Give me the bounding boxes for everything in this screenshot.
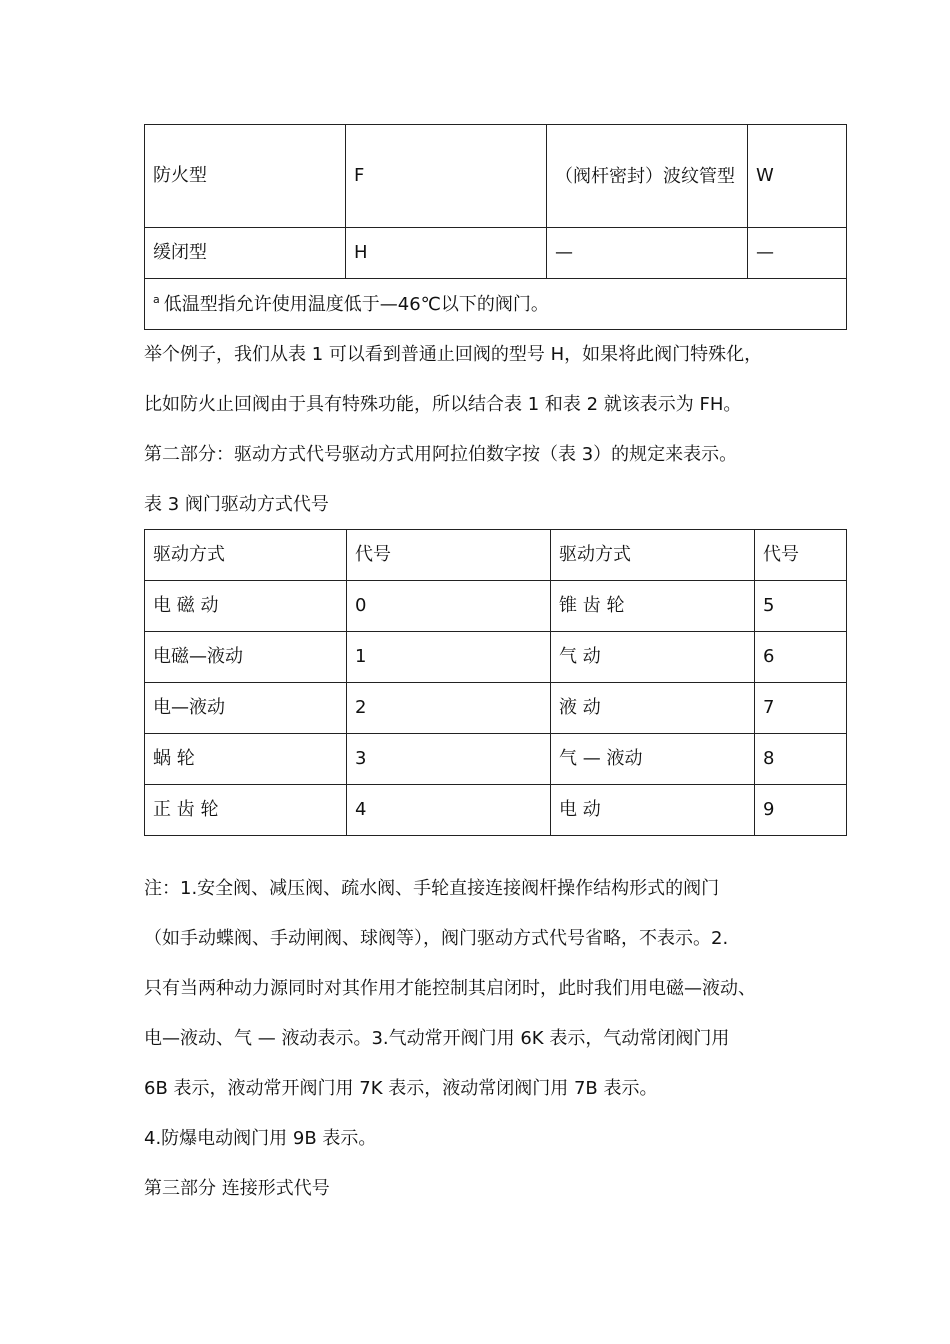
table-footnote-row (145, 279, 847, 330)
table-cell: 缓闭型 (145, 228, 346, 279)
table-cell: W (748, 125, 847, 228)
table-cell: 电磁—液动 (145, 632, 347, 683)
table-row (145, 683, 847, 734)
body-paragraph: 第二部分：驱动方式代号驱动方式用阿拉伯数字按（表 3）的规定来表示。 (144, 444, 738, 465)
note-line: 只有当两种动力源同时对其作用才能控制其启闭时，此时我们用电磁—液动、 (144, 978, 756, 999)
table-caption: 表 3 阀门驱动方式代号 (144, 494, 329, 515)
note-line: 4.防爆电动阀门用 9B 表示。 (144, 1128, 377, 1149)
table-header-cell: 驱动方式 (145, 530, 347, 581)
table-header-cell: 代号 (755, 530, 847, 581)
table-cell: （阀杆密封）波纹管型 (547, 125, 748, 228)
table-cell: 8 (755, 734, 847, 785)
table-cell: 2 (347, 683, 551, 734)
table-cell: 气 动 (551, 632, 755, 683)
table-cell: 1 (347, 632, 551, 683)
table-footnote (145, 279, 847, 330)
table-cell: 正 齿 轮 (145, 785, 347, 836)
table-cell: — (547, 228, 748, 279)
table-row (145, 785, 847, 836)
body-paragraph: 比如防火止回阀由于具有特殊功能，所以结合表 1 和表 2 就该表示为 FH。 (144, 394, 742, 415)
table-row (145, 632, 847, 683)
table-cell: 电—液动 (145, 683, 347, 734)
table-cell: 7 (755, 683, 847, 734)
table-header-cell: 驱动方式 (551, 530, 755, 581)
note-line: 注：1.安全阀、减压阀、疏水阀、手轮直接连接阀杆操作结构形式的阀门 (144, 878, 720, 899)
section-heading: 第三部分 连接形式代号 (144, 1178, 330, 1199)
table-cell: 0 (347, 581, 551, 632)
table-header-row (145, 530, 847, 581)
table-cell: 9 (755, 785, 847, 836)
drive-mode-table (144, 529, 847, 836)
table-cell: 气 — 液动 (551, 734, 755, 785)
table-cell: 防火型 (145, 125, 346, 228)
table-cell: 蜗 轮 (145, 734, 347, 785)
table-cell: 液 动 (551, 683, 755, 734)
note-line: 6B 表示，液动常开阀门用 7K 表示，液动常闭阀门用 7B 表示。 (144, 1078, 658, 1099)
body-paragraph: 举个例子，我们从表 1 可以看到普通止回阀的型号 H，如果将此阀门特殊化， (144, 344, 763, 365)
table-cell: — (748, 228, 847, 279)
table-cell: H (346, 228, 547, 279)
table-cell: 锥 齿 轮 (551, 581, 755, 632)
table-cell: 4 (347, 785, 551, 836)
table-cell: 5 (755, 581, 847, 632)
note-line: （如手动蝶阀、手动闸阀、球阀等），阀门驱动方式代号省略，不表示。2. (144, 928, 729, 949)
table-row (145, 228, 847, 279)
table-cell: 3 (347, 734, 551, 785)
table-cell: F (346, 125, 547, 228)
footnote-text: 低温型指允许使用温度低于—46℃以下的阀门。 (163, 294, 549, 315)
table-row (145, 581, 847, 632)
table-row (145, 734, 847, 785)
note-line: 电—液动、气 — 液动表示。3.气动常开阀门用 6K 表示，气动常闭阀门用 (144, 1028, 730, 1049)
table-cell: 电 磁 动 (145, 581, 347, 632)
table-cell: 6 (755, 632, 847, 683)
footnote-marker: a (153, 293, 160, 306)
table-cell: 电 动 (551, 785, 755, 836)
table-header-cell: 代号 (347, 530, 551, 581)
table-row (145, 125, 847, 228)
special-function-table (144, 124, 847, 330)
